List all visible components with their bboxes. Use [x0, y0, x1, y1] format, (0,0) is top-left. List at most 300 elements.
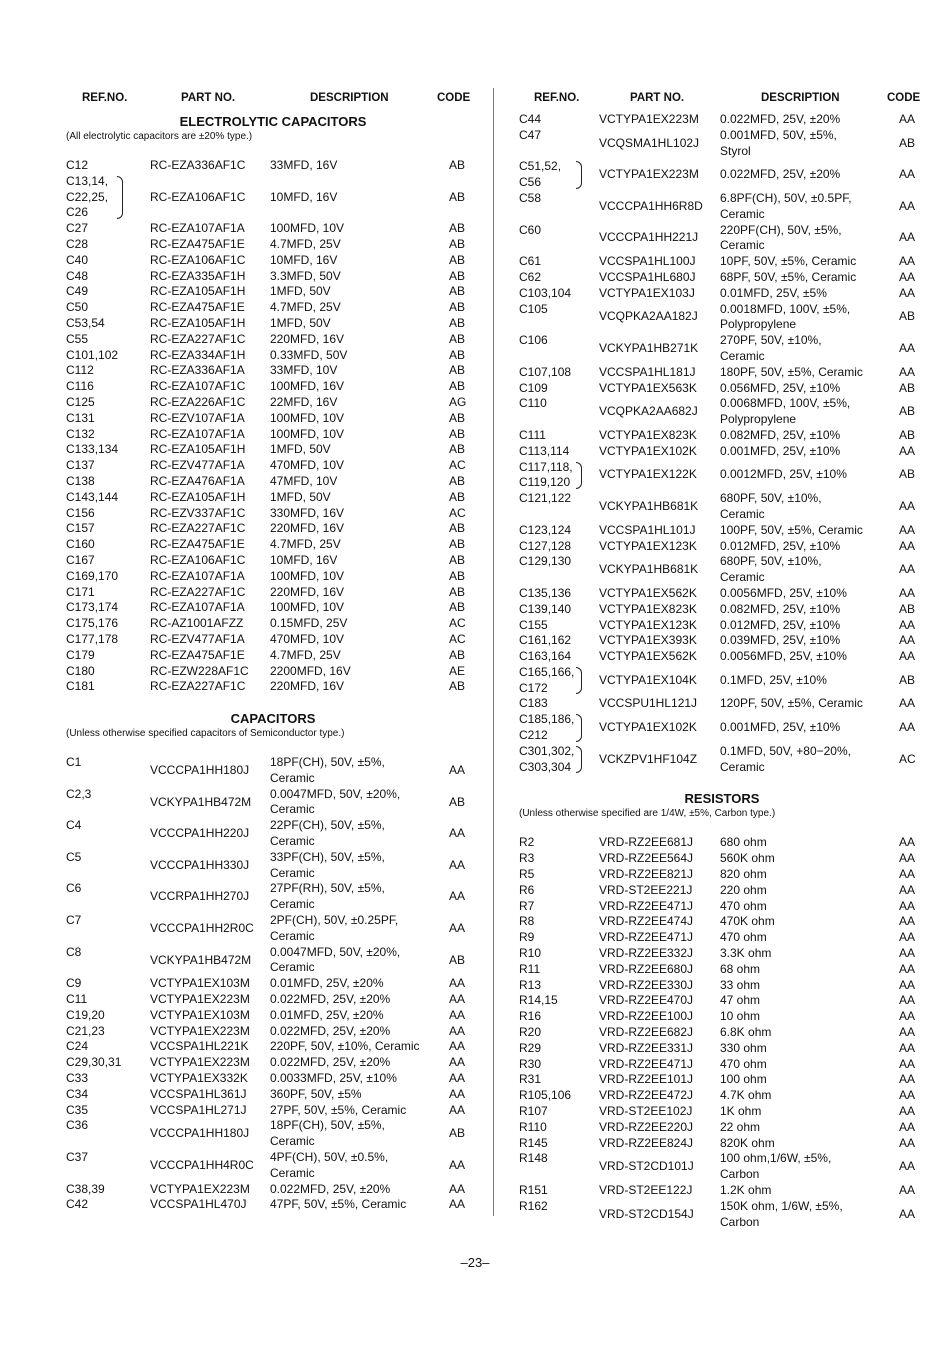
code-cell: AA — [899, 882, 916, 897]
code-cell: AB — [449, 952, 466, 967]
code-cell: AB — [449, 679, 466, 694]
part-no-cell: RC-EZA336AF1C — [150, 158, 246, 172]
description-cell: 100 ohm — [720, 1072, 767, 1087]
description-cell: 1.2K ohm — [720, 1183, 772, 1197]
description-cell: 4.7K ohm — [720, 1088, 772, 1103]
code-cell: AA — [449, 1039, 466, 1054]
part-no-header: PART NO. — [630, 92, 685, 104]
ref-no-cell: C155 — [519, 617, 548, 632]
table-row — [64, 1039, 482, 1055]
code-cell: AA — [899, 633, 916, 648]
ref-no-cell: R5 — [519, 867, 535, 882]
part-no-cell: VCTYPA1EX223M — [150, 1023, 250, 1038]
table-row — [64, 379, 482, 395]
ref-no-cell: C110 — [519, 396, 547, 411]
ref-no-cell: C157 — [66, 521, 95, 536]
ref-no-cell: C11 — [66, 992, 88, 1007]
description-cell: 680 ohm — [720, 835, 767, 850]
part-no-cell: VCKYPA1HB681K — [599, 499, 699, 514]
description-cell: 1K ohm — [720, 1104, 762, 1119]
spacer — [517, 775, 927, 789]
table-row — [517, 618, 927, 634]
right-parts-list — [517, 112, 927, 1230]
part-no-cell: RC-EZA105AF1H — [150, 284, 246, 299]
ref-no-cell: R9 — [519, 930, 535, 945]
code-cell: AA — [449, 826, 466, 841]
description-cell: 100MFD, 10V — [270, 410, 345, 425]
code-cell: AA — [899, 1119, 916, 1134]
part-no-cell: RC-EZA334AF1H — [150, 347, 246, 362]
ref-no-cell: R13 — [519, 977, 542, 992]
table-row — [517, 444, 927, 460]
table-row — [64, 253, 482, 269]
description-cell: 100MFD, 10V — [270, 221, 345, 236]
table-row — [64, 427, 482, 443]
description-cell: 0.001MFD, 25V, ±10% — [720, 720, 841, 735]
ref-no-cell: R107 — [519, 1104, 548, 1119]
code-cell: AA — [899, 1072, 916, 1087]
description-cell: 33MFD, 16V — [270, 158, 338, 172]
description-cell: 0.1MFD, 25V, ±10% — [720, 672, 827, 687]
code-cell: AA — [449, 1086, 466, 1101]
table-row — [64, 348, 482, 364]
part-no-cell: VCTYPA1EX123K — [599, 538, 697, 553]
code-cell: AB — [899, 404, 916, 419]
table-row — [64, 992, 482, 1008]
description-cell: 0.0047MFD, 50V, ±20%, Ceramic — [270, 786, 401, 817]
code-cell: AA — [899, 285, 916, 300]
description-cell: 820K ohm — [720, 1135, 775, 1150]
code-cell: AB — [449, 584, 466, 599]
description-cell: 470 ohm — [720, 1056, 767, 1071]
ref-no-cell: R151 — [519, 1183, 548, 1197]
part-no-cell: RC-EZV337AF1C — [150, 505, 246, 520]
table-row — [517, 744, 927, 776]
table-row — [517, 286, 927, 302]
table-row — [64, 585, 482, 601]
section-title: RESISTORS — [684, 791, 760, 807]
code-cell: AA — [899, 1104, 916, 1119]
code-cell: AA — [449, 920, 466, 935]
part-no-cell: VCTYPA1EX103M — [150, 976, 250, 991]
table-row — [64, 1008, 482, 1024]
description-cell: 0.022MFD, 25V, ±20% — [720, 167, 841, 182]
part-no-cell: VCQPKA2AA682J — [599, 404, 698, 419]
code-header: CODE — [437, 92, 471, 104]
description-cell: 10MFD, 16V — [270, 552, 338, 567]
code-cell: AA — [899, 946, 916, 961]
table-row — [517, 223, 927, 255]
code-cell: AA — [449, 1181, 466, 1196]
ref-no-cell: C42 — [66, 1197, 89, 1212]
table-row — [517, 1072, 927, 1088]
code-cell: AA — [449, 857, 466, 872]
table-row — [64, 881, 482, 913]
part-no-cell: RC-EZA107AF1C — [150, 379, 246, 394]
ref-no-cell: C53,54 — [66, 315, 105, 330]
ref-no-cell: C112 — [66, 363, 94, 378]
part-no-cell: VRD-RZ2EE821J — [599, 867, 694, 882]
code-cell: AB — [449, 189, 466, 204]
ref-no-cell: R8 — [519, 914, 535, 929]
code-cell: AA — [449, 889, 466, 904]
part-no-cell: VRD-RZ2EE564J — [599, 851, 694, 866]
part-no-cell: RC-EZA335AF1H — [150, 268, 246, 283]
ref-no-cell: C38,39 — [66, 1181, 105, 1196]
table-row — [517, 962, 927, 978]
table-row — [517, 159, 927, 191]
code-cell: AA — [899, 961, 916, 976]
code-cell: AG — [449, 394, 467, 409]
ref-no-cell: C19,20 — [66, 1007, 105, 1022]
spacer — [64, 741, 482, 755]
ref-no-cell: R16 — [519, 1009, 542, 1024]
right-column — [517, 90, 927, 1230]
code-cell: AB — [899, 427, 916, 442]
description-cell: 33 ohm — [720, 977, 761, 992]
ref-no-cell: C143,144 — [66, 489, 119, 504]
table-row — [517, 914, 927, 930]
ref-no-cell: C13,14, C22,25, C26 — [66, 173, 109, 220]
ref-no-cell: R148 — [519, 1151, 548, 1166]
code-cell: AA — [899, 1009, 916, 1024]
ref-no-cell: C105 — [519, 301, 548, 316]
description-header: DESCRIPTION — [310, 92, 389, 104]
table-row — [517, 554, 927, 586]
ref-no-cell: C24 — [66, 1039, 89, 1054]
ref-no-cell: C37 — [66, 1150, 89, 1165]
part-no-cell: RC-EZV477AF1A — [150, 631, 245, 646]
table-row — [64, 1071, 482, 1087]
part-no-cell: VCKYPA1HB472M — [150, 952, 252, 967]
code-cell: AA — [899, 499, 916, 514]
part-no-cell: VRD-RZ2EE682J — [599, 1025, 694, 1040]
ref-no-cell: C44 — [519, 112, 542, 126]
ref-no-cell: C123,124 — [519, 522, 572, 537]
code-cell: AB — [899, 135, 916, 150]
table-row — [517, 381, 927, 397]
description-cell: 3.3MFD, 50V — [270, 268, 341, 283]
code-cell: AA — [899, 930, 916, 945]
description-cell: 0.012MFD, 25V, ±10% — [720, 538, 841, 553]
code-cell: AA — [899, 851, 916, 866]
code-cell: AA — [899, 341, 916, 356]
code-cell: AB — [449, 221, 466, 236]
table-row — [64, 600, 482, 616]
table-row — [517, 649, 927, 665]
table-row — [64, 1118, 482, 1150]
code-cell: AA — [899, 720, 916, 735]
spacer — [64, 695, 482, 709]
table-row — [517, 930, 927, 946]
ref-no-cell: C137 — [66, 458, 95, 473]
table-row — [64, 284, 482, 300]
description-cell: 0.001MFD, 25V, ±10% — [720, 443, 841, 458]
description-cell: 0.056MFD, 25V, ±10% — [720, 380, 841, 395]
grouping-brace — [576, 746, 582, 774]
description-cell: 100MFD, 10V — [270, 426, 345, 441]
description-cell: 33MFD, 10V — [270, 363, 338, 378]
description-cell: 330MFD, 16V — [270, 505, 345, 520]
part-no-cell: VCCCPA1HH6R8D — [599, 198, 703, 213]
code-cell: AC — [449, 505, 466, 520]
table-row — [64, 1150, 482, 1182]
table-row — [64, 332, 482, 348]
description-cell: 0.0068MFD, 100V, ±5%, Polypropylene — [720, 396, 851, 427]
part-no-cell: VCTYPA1EX223M — [150, 1055, 250, 1070]
part-no-cell: RC-EZA475AF1E — [150, 236, 245, 251]
ref-no-cell: C180 — [66, 663, 95, 678]
table-row — [517, 539, 927, 555]
code-cell: AB — [449, 552, 466, 567]
table-row — [517, 946, 927, 962]
code-cell: AA — [899, 538, 916, 553]
part-no-cell: VCTYPA1EX393K — [599, 633, 697, 648]
code-cell: AB — [449, 794, 466, 809]
code-cell: AB — [449, 489, 466, 504]
table-row — [64, 1087, 482, 1103]
left-column — [64, 90, 482, 1213]
ref-no-cell: C133,134 — [66, 442, 119, 457]
description-cell: 220MFD, 16V — [270, 584, 345, 599]
part-no-cell: VCCSPA1HL680J — [599, 269, 696, 284]
description-cell: 0.082MFD, 25V, ±10% — [720, 427, 841, 442]
part-no-cell: RC-EZA105AF1H — [150, 315, 246, 330]
description-cell: 470MFD, 10V — [270, 631, 345, 646]
table-row — [517, 883, 927, 899]
description-cell: 0.01MFD, 25V, ±20% — [270, 976, 384, 991]
description-cell: 47MFD, 10V — [270, 473, 338, 488]
code-cell: AB — [449, 331, 466, 346]
part-no-cell: VCCCPA1HH220J — [150, 826, 250, 841]
ref-no-cell: C138 — [66, 473, 95, 488]
ref-no-cell: C139,140 — [519, 601, 572, 616]
table-row — [517, 365, 927, 381]
table-row — [517, 993, 927, 1009]
ref-no-cell: C113,114 — [519, 443, 570, 458]
code-cell: AA — [899, 1135, 916, 1150]
table-row — [64, 1024, 482, 1040]
table-row — [64, 269, 482, 285]
description-cell: 1MFD, 50V — [270, 442, 331, 457]
section-note: (All electrolytic capacitors are ±20% type.) — [66, 131, 253, 142]
ref-no-cell: C121,122 — [519, 491, 572, 506]
code-cell: AA — [449, 1197, 466, 1212]
code-cell: AA — [899, 1206, 916, 1221]
part-no-cell: VRD-RZ2EE472J — [599, 1088, 694, 1103]
ref-no-cell: R30 — [519, 1056, 542, 1071]
description-cell: 220PF(CH), 50V, ±5%, Ceramic — [720, 222, 842, 253]
ref-no-cell: R162 — [519, 1198, 548, 1213]
part-no-cell: VRD-RZ2EE471J — [599, 1056, 694, 1071]
code-cell: AB — [449, 252, 466, 267]
table-row — [64, 506, 482, 522]
ref-no-cell: C47 — [519, 127, 542, 142]
part-no-cell: VRD-RZ2EE100J — [599, 1009, 694, 1024]
table-row — [517, 1041, 927, 1057]
table-header — [517, 90, 927, 112]
part-no-cell: RC-EZA227AF1C — [150, 331, 246, 346]
part-no-cell: VCTYPA1EX823K — [599, 427, 697, 442]
part-no-cell: RC-EZA476AF1A — [150, 473, 245, 488]
ref-no-cell: C125 — [66, 394, 95, 409]
code-cell: AC — [449, 616, 466, 631]
table-row — [517, 867, 927, 883]
part-no-cell: RC-EZA227AF1C — [150, 584, 246, 599]
part-no-cell: VCCRPA1HH270J — [150, 889, 250, 904]
part-no-cell: VCCSPA1HL271J — [150, 1102, 247, 1117]
table-row — [64, 411, 482, 427]
table-row — [64, 945, 482, 977]
description-cell: 220 ohm — [720, 882, 767, 897]
column-divider — [493, 88, 494, 1216]
code-cell: AA — [449, 1157, 466, 1172]
description-cell: 150K ohm, 1/6W, ±5%, Carbon — [720, 1198, 843, 1229]
code-cell: AB — [449, 410, 466, 425]
part-no-cell: VCCCPA1HH180J — [150, 762, 250, 777]
code-cell: AA — [449, 1102, 466, 1117]
ref-no-cell: C21,23 — [66, 1023, 105, 1038]
ref-no-cell: C12 — [66, 158, 89, 172]
description-cell: 18PF(CH), 50V, ±5%, Ceramic — [270, 1118, 385, 1149]
section-title: ELECTROLYTIC CAPACITORS — [179, 114, 367, 129]
part-no-cell: VRD-RZ2EE471J — [599, 930, 694, 945]
description-cell: 180PF, 50V, ±5%, Ceramic — [720, 364, 863, 379]
part-no-cell: RC-EZA106AF1C — [150, 189, 246, 204]
ref-no-cell: R145 — [519, 1135, 548, 1150]
table-row — [517, 302, 927, 334]
table-row — [64, 818, 482, 850]
ref-no-cell: C35 — [66, 1102, 89, 1117]
table-row — [64, 632, 482, 648]
part-no-cell: VCTYPA1EX562K — [599, 649, 697, 664]
part-no-cell: RC-AZ1001AFZZ — [150, 616, 244, 631]
description-cell: 4.7MFD, 25V — [270, 300, 341, 315]
ref-no-cell: C156 — [66, 505, 95, 520]
ref-no-cell: C61 — [519, 254, 542, 269]
table-row — [517, 1057, 927, 1073]
table-row — [64, 316, 482, 332]
code-cell: AA — [449, 992, 466, 1007]
part-no-cell: VRD-ST2CD101J — [599, 1159, 694, 1174]
ref-no-cell: C107,108 — [519, 364, 572, 379]
code-cell: AB — [449, 236, 466, 251]
code-cell: AB — [449, 426, 466, 441]
table-row — [64, 1055, 482, 1071]
part-no-cell: VCTYPA1EX562K — [599, 585, 697, 600]
ref-no-cell: R11 — [519, 961, 541, 976]
code-cell: AB — [899, 380, 916, 395]
description-header: DESCRIPTION — [761, 92, 840, 104]
description-cell: 2200MFD, 16V — [270, 663, 351, 678]
table-row — [517, 460, 927, 492]
description-cell: 220MFD, 16V — [270, 331, 345, 346]
description-cell: 100 ohm,1/6W, ±5%, Carbon — [720, 1151, 832, 1182]
part-no-cell: VCTYPA1EX104K — [599, 672, 697, 687]
description-cell: 27PF(RH), 50V, ±5%, Ceramic — [270, 881, 385, 912]
part-no-cell: VCTYPA1EX332K — [150, 1071, 248, 1086]
table-row — [64, 616, 482, 632]
table-row — [517, 1183, 927, 1199]
description-cell: 0.022MFD, 25V, ±20% — [720, 112, 841, 126]
grouping-brace — [117, 176, 123, 219]
description-cell: 1MFD, 50V — [270, 489, 331, 504]
part-no-cell: VRD-RZ2EE330J — [599, 977, 694, 992]
ref-no-cell: R31 — [519, 1072, 542, 1087]
description-cell: 1MFD, 50V — [270, 284, 331, 299]
code-cell: AB — [449, 537, 466, 552]
ref-no-cell: C1 — [66, 755, 82, 770]
part-no-cell: VCKYPA1HB271K — [599, 341, 699, 356]
code-cell: AA — [899, 562, 916, 577]
code-cell: AA — [899, 522, 916, 537]
code-cell: AB — [449, 521, 466, 536]
part-no-cell: RC-EZA106AF1C — [150, 552, 246, 567]
description-cell: 10PF, 50V, ±5%, Ceramic — [720, 254, 857, 269]
part-no-cell: VRD-ST2CD154J — [599, 1206, 694, 1221]
table-row — [64, 787, 482, 819]
code-cell: AC — [449, 631, 466, 646]
ref-no-cell: R20 — [519, 1025, 542, 1040]
code-cell: AB — [449, 1126, 466, 1141]
table-row — [64, 850, 482, 882]
ref-no-cell: R6 — [519, 882, 535, 897]
part-no-cell: RC-EZA107AF1A — [150, 568, 245, 583]
table-row — [64, 553, 482, 569]
code-cell: AA — [899, 914, 916, 929]
description-cell: 100PF, 50V, ±5%, Ceramic — [720, 522, 863, 537]
part-no-cell: VRD-RZ2EE331J — [599, 1040, 694, 1055]
description-cell: 0.0056MFD, 25V, ±10% — [720, 585, 847, 600]
part-no-cell: VCTYPA1EX103M — [150, 1007, 250, 1022]
part-no-cell: VCCCPA1HH180J — [150, 1126, 250, 1141]
description-cell: 0.0047MFD, 50V, ±20%, Ceramic — [270, 944, 401, 975]
section-title: CAPACITORS — [230, 711, 316, 727]
part-no-cell: VRD-ST2EE221J — [599, 882, 693, 897]
ref-no-cell: C109 — [519, 380, 548, 395]
ref-no-cell: R110 — [519, 1119, 547, 1134]
ref-no-cell: C160 — [66, 537, 95, 552]
code-cell: AA — [899, 269, 916, 284]
table-row — [517, 586, 927, 602]
table-row — [64, 1182, 482, 1198]
description-cell: 22 ohm — [720, 1119, 761, 1134]
code-cell: AB — [449, 158, 466, 172]
description-cell: 3.3K ohm — [720, 946, 772, 961]
table-row — [64, 300, 482, 316]
description-cell: 680PF, 50V, ±10%, Ceramic — [720, 491, 822, 521]
ref-no-cell: C9 — [66, 976, 82, 991]
code-cell: AB — [449, 600, 466, 615]
code-cell: AC — [899, 751, 916, 766]
code-cell: AA — [899, 1025, 916, 1040]
part-no-cell: RC-EZA227AF1C — [150, 521, 246, 536]
code-cell: AB — [449, 379, 466, 394]
ref-no-cell: C132 — [66, 426, 95, 441]
code-cell: AA — [899, 364, 916, 379]
table-row — [64, 521, 482, 537]
table-row — [517, 712, 927, 744]
part-no-cell: VCCSPA1HL181J — [599, 364, 696, 379]
code-cell: AA — [899, 1159, 916, 1174]
ref-no-cell: C8 — [66, 944, 82, 959]
part-no-cell: VRD-RZ2EE470J — [599, 993, 694, 1008]
spacer — [517, 821, 927, 835]
part-no-cell: VCCCPA1HH221J — [599, 230, 699, 245]
description-cell: 0.039MFD, 25V, ±10% — [720, 633, 841, 648]
part-no-cell: VCKYPA1HB472M — [150, 794, 252, 809]
ref-no-cell: C127,128 — [519, 538, 572, 553]
